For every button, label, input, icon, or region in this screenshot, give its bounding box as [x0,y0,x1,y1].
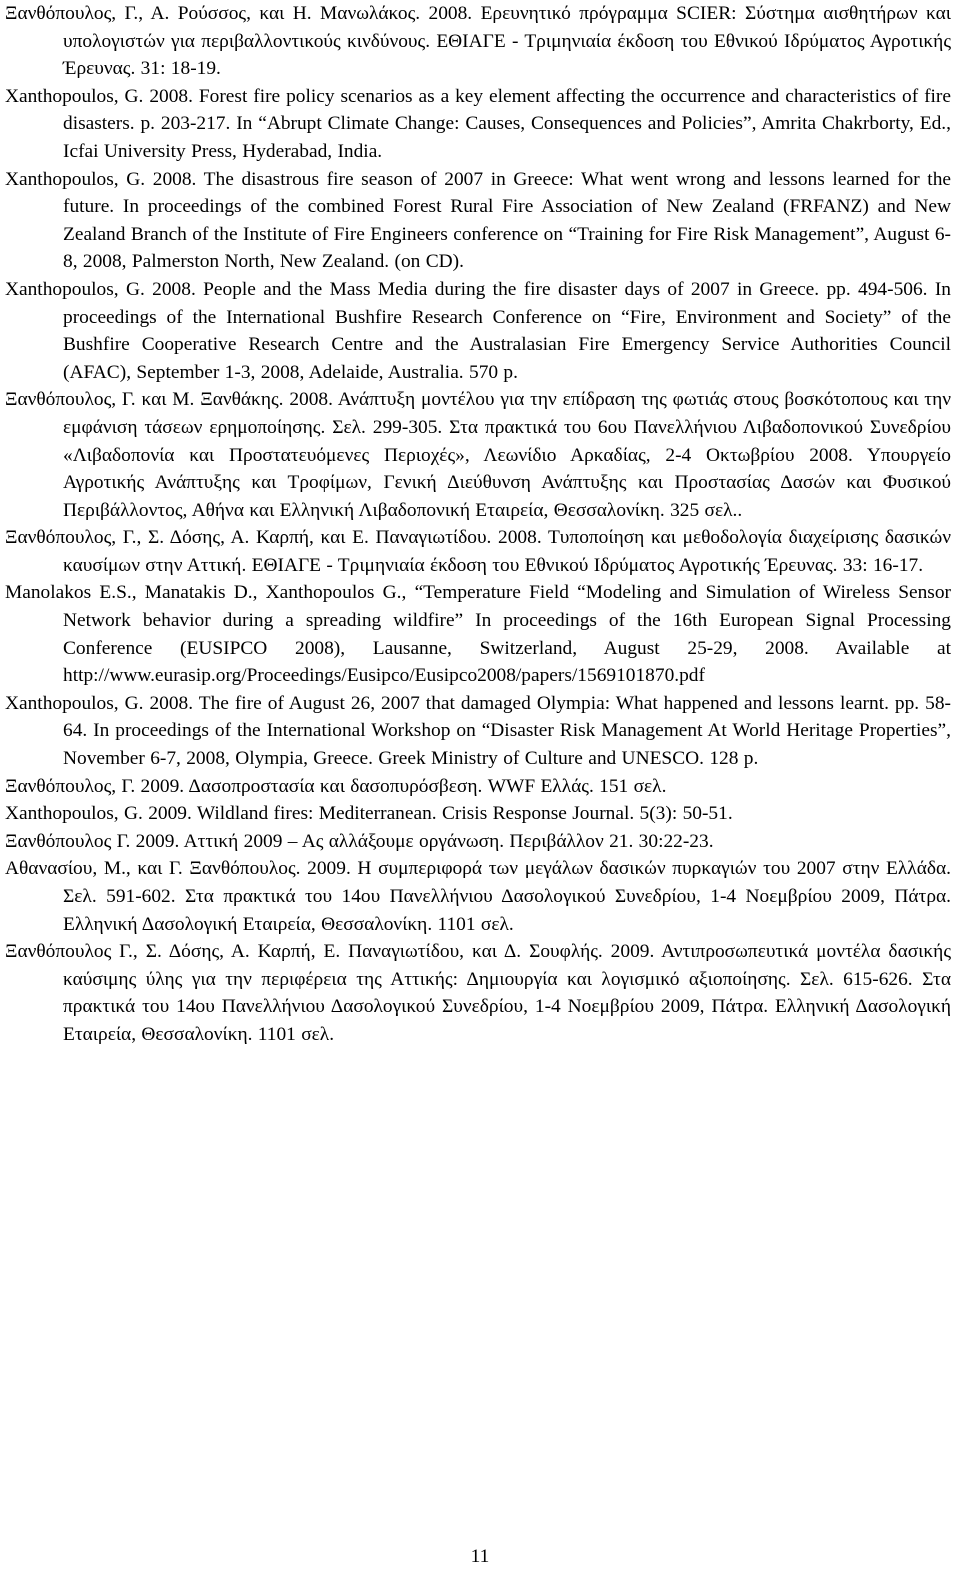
reference-entry: Xanthopoulos, G. 2008. The disastrous fire season of 2007 in Greece: What went wrong and lessons learned for the future. In proceedings of the combined Forest Rural Fire Association of New Zealand (FRFANZ) and New Zealand Branch of the Institute of Fire Engineers conference on “Training for Fire Risk Management”, August 6-8, 2008, Palmerston North, New Zealand. (on CD). [5,168,951,273]
reference-entry: Xanthopoulos, G. 2008. People and the Mass Media during the fire disaster days of 2007 in Greece. pp. 494-506. In proceedings of the International Bushfire Research Conference on “Fire, Environment and Society” of the Bushfire Cooperative Research Centre and the Australasian Fire Emergency Service Authorities Council (AFAC), September 1-3, 2008, Adelaide, Australia. 570 p. [5,278,951,383]
reference-entry: Ξανθόπουλος, Γ., Σ. Δόσης, Α. Καρπή, και Ε. Παναγιωτίδου. 2008. Τυποποίηση και μεθοδολογία διαχείρισης δασικών καυσίμων στην Αττική. ΕΘΙΑΓΕ - Τριμηνιαία έκδοση του Εθνικού Ιδρύματος Αγροτικής Έρευνας. 33: 16-17. [5,527,951,576]
reference-entry: Ξανθόπουλος Γ., Σ. Δόσης, Α. Καρπή, Ε. Παναγιωτίδου, και Δ. Σουφλής. 2009. Αντιπροσωπευτικά μοντέλα δασικής καύσιμης ύλης για την περιφέρεια της Αττικής: Δημιουργία και λογισμικό αξιοποίησης. Σελ. 615-626. Στα πρακτικά του 14ου Πανελλήνιου Δασολογικού Συνεδρίου, 1-4 Νοεμβρίου 2009, Πάτρα. Ελληνική Δασολογική Εταιρεία, Θεσσαλονίκη. 1101 σελ. [5,941,951,1045]
reference-entry: Ξανθόπουλος, Γ. 2009. Δασοπροστασία και δασοπυρόσβεση. WWF Ελλάς. 151 σελ. [5,775,667,797]
reference-entry: Manolakos E.S., Manatakis D., Xanthopoulos G., “Temperature Field “Modeling and Simulation of Wireless Sensor Network behavior during a spreading wildfire” In proceedings of the 16th European Signal Processing Conference (EUSIPCO 2008), Lausanne, Switzerland, August 25-29, 2008. Available at http://www.eurasip.org/Proceedings/Eusipco/Eusipco2008/papers/1569101870.pdf [5,582,951,687]
reference-entry: Αθανασίου, Μ., και Γ. Ξανθόπουλος. 2009. Η συμπεριφορά των μεγάλων δασικών πυρκαγιών του 2007 στην Ελλάδα. Σελ. 591-602. Στα πρακτικά του 14ου Πανελλήνιου Δασολογικού Συνεδρίου, 1-4 Νοεμβρίου 2009, Πάτρα. Ελληνική Δασολογική Εταιρεία, Θεσσαλονίκη. 1101 σελ. [5,858,951,935]
reference-entry: Xanthopoulos, G. 2009. Wildland fires: Mediterranean. Crisis Response Journal. 5(3): 50-51. [5,803,733,825]
reference-entry: Xanthopoulos, G. 2008. The fire of August 26, 2007 that damaged Olympia: What happened and lessons learnt. pp. 58-64. In proceedings of the International Workshop on “Disaster Risk Management At World Heritage Properties”, November 6-7, 2008, Olympia, Greece. Greek Ministry of Culture and UNESCO. 128 p. [5,692,951,770]
reference-list [5,0,951,1049]
reference-entry: Ξανθόπουλος Γ. 2009. Αττική 2009 – Ας αλλάξουμε οργάνωση. Περιβάλλον 21. 30:22-23. [5,830,714,852]
page-number: 11 [470,1546,490,1567]
reference-entry: Ξανθόπουλος, Γ., Α. Ρούσσος, και Η. Μανωλάκος. 2008. Ερευνητικό πρόγραμμα SCIER: Σύστημα αισθητήρων και υπολογιστών για περιβαλλοντικούς κινδύνους. ΕΘΙΑΓΕ - Τριμηνιαία έκδοση του Εθνικού Ιδρύματος Αγροτικής Έρευνας. 31: 18-19. [5,3,951,80]
reference-entry: Ξανθόπουλος, Γ. και Μ. Ξανθάκης. 2008. Ανάπτυξη μοντέλου για την επίδραση της φωτιάς στους βοσκότοπους και την εμφάνιση τάσεων ερημοποίησης. Σελ. 299-305. Στα πρακτικά του 6ου Πανελλήνιου Λιβαδοπονικού Συνεδρίου «Λιβαδοπονία και Προστατευόμενες Περιοχές», Λεωνίδιο Αρκαδίας, 2-4 Οκτωβρίου 2008. Υπουργείο Αγροτικής Ανάπτυξης και Τροφίμων, Γενική Διεύθυνση Ανάπτυξης και Προστασίας Δασών και Φυσικού Περιβάλλοντος, Αθήνα και Ελληνική Λιβαδοπονική Εταιρεία, Θεσσαλονίκη. 325 σελ.. [5,389,951,521]
reference-entry: Xanthopoulos, G. 2008. Forest fire policy scenarios as a key element affecting the occurrence and characteristics of fire disasters. p. 203-217. In “Abrupt Climate Change: Causes, Consequences and Policies”, Amrita Chakrborty, Ed., Icfai University Press, Hyderabad, India. [5,85,951,162]
